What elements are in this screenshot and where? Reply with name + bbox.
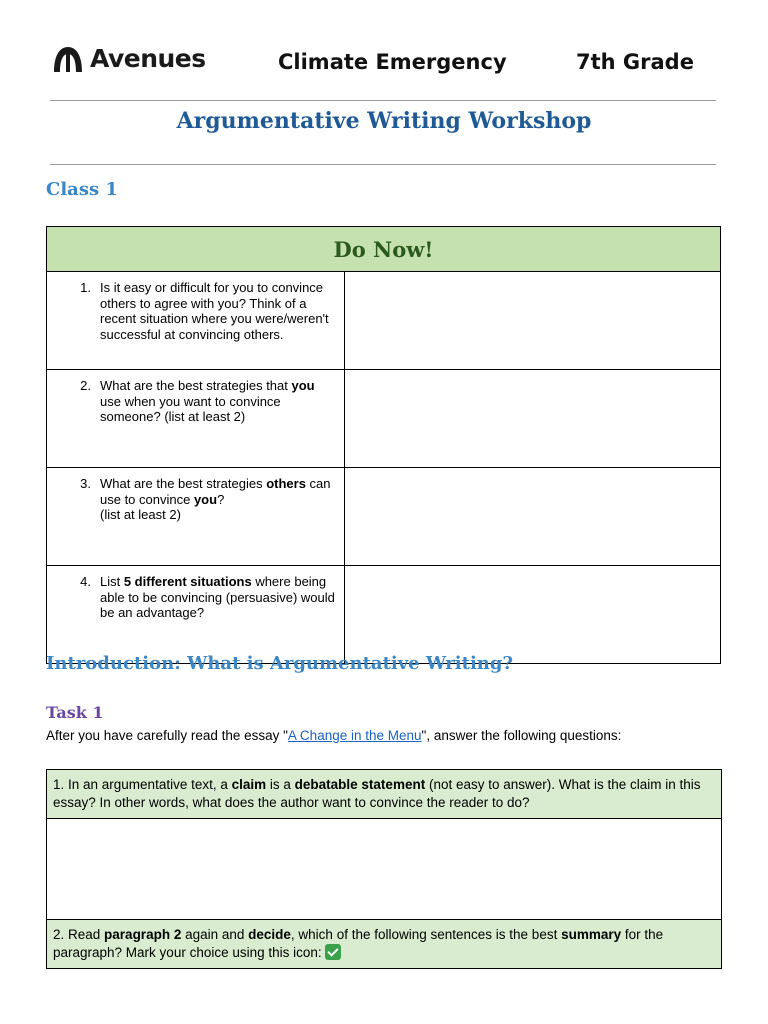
document-title: Argumentative Writing Workshop — [176, 108, 592, 134]
table-row — [47, 370, 721, 468]
check-mark-icon — [325, 944, 341, 960]
answer-cell[interactable] — [345, 272, 721, 370]
task-heading: Task 1 — [46, 703, 104, 722]
table-row — [47, 468, 721, 566]
answer-cell[interactable] — [345, 566, 721, 664]
question-text: Is it easy or difficult for you to convince others to agree with you? Think of a recent situation where you were/weren't successful at convincing others. — [100, 280, 329, 342]
table-row — [47, 920, 722, 969]
question-cell — [47, 370, 345, 468]
answer-cell[interactable] — [345, 370, 721, 468]
logo-text: Avenues — [90, 44, 206, 73]
answer-cell[interactable] — [47, 819, 722, 920]
divider — [50, 164, 716, 165]
table-row — [47, 566, 721, 664]
question-cell: 2. Read paragraph 2 again and decide, which of the following sentences is the best summary for the paragraph? Mark your choice using this icon: — [47, 920, 722, 969]
question-number: 3. — [80, 476, 91, 491]
task-instructions: After you have carefully read the essay "A Change in the Menu", answer the following questions: — [46, 728, 622, 743]
question-number: 4. — [80, 574, 91, 589]
avenues-logo-icon — [52, 45, 84, 73]
question-number: 1. — [80, 280, 91, 295]
do-now-heading: Do Now! — [47, 227, 721, 272]
grade-label: 7th Grade — [576, 50, 694, 74]
section-heading: Introduction: What is Argumentative Writing? — [46, 653, 513, 674]
table-row — [47, 272, 721, 370]
question-cell — [47, 468, 345, 566]
question-text: What are the best strategies others can use to convince you? (list at least 2) — [100, 476, 331, 522]
avenues-logo — [52, 44, 206, 73]
divider — [50, 100, 716, 101]
page-header — [50, 40, 718, 90]
table-row — [47, 770, 722, 819]
essay-link[interactable]: A Change in the Menu — [287, 728, 422, 743]
question-number: 2. — [80, 378, 91, 393]
unit-title: Climate Emergency — [278, 50, 507, 74]
question-cell: 1. In an argumentative text, a claim is a debatable statement (not easy to answer). What is the claim in this essay? In other words, what does the author want to convince the reader to do? — [47, 770, 722, 819]
task-table — [46, 769, 722, 969]
class-heading: Class 1 — [46, 179, 118, 200]
table-row — [47, 819, 722, 920]
question-cell — [47, 566, 345, 664]
question-cell — [47, 272, 345, 370]
question-text: What are the best strategies that you use when you want to convince someone? (list at least 2) — [100, 378, 315, 424]
answer-cell[interactable] — [345, 468, 721, 566]
do-now-table — [46, 226, 721, 664]
question-text: List 5 different situations where being able to be convincing (persuasive) would be an advantage? — [100, 574, 335, 620]
